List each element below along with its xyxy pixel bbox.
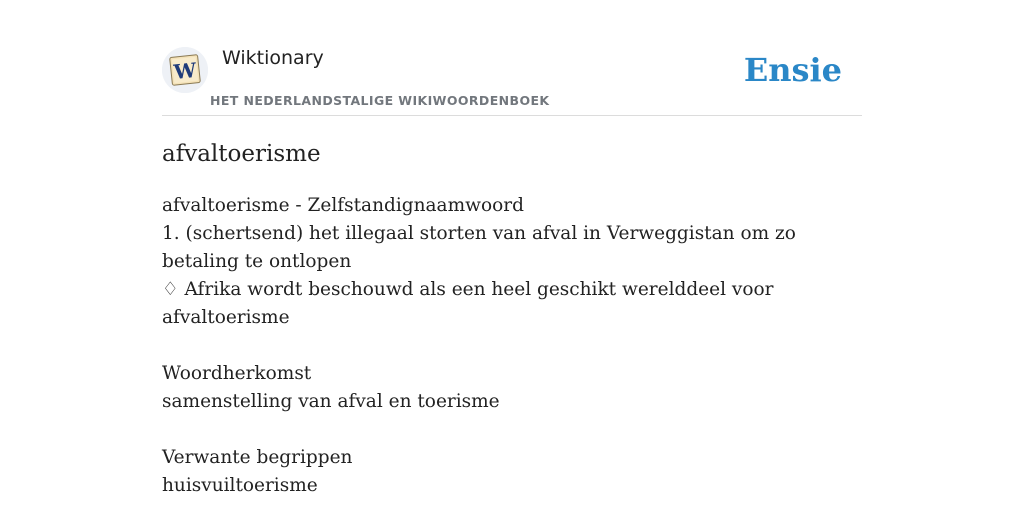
related-text: huisvuiltoerisme: [162, 475, 318, 496]
svg-text:W: W: [172, 57, 198, 85]
page-title: afvaltoerisme: [162, 141, 321, 167]
word-class-line: afvaltoerisme - Zelfstandignaamwoord: [162, 195, 524, 216]
related-heading: Verwante begrippen: [162, 447, 353, 468]
example-sentence: ♢ Afrika wordt beschouwd als een heel geschikt werelddeel voor afvaltoerisme: [162, 279, 774, 328]
entry-content: [162, 192, 862, 500]
ensie-brand-link[interactable]: Ensie: [743, 51, 842, 89]
site-name[interactable]: Wiktionary: [222, 47, 324, 69]
spacer: [162, 332, 862, 360]
spacer: [162, 416, 862, 444]
header-divider: [162, 115, 862, 116]
etymology-text: samenstelling van afval en toerisme: [162, 391, 500, 412]
etymology-heading: Woordherkomst: [162, 363, 312, 384]
site-tagline: HET NEDERLANDSTALIGE WIKIWOORDENBOEK: [210, 93, 550, 108]
definition: 1. (schertsend) het illegaal storten van afval in Verweggistan om zo betaling te ontlopen: [162, 223, 796, 272]
wiktionary-logo-icon[interactable]: [162, 47, 208, 93]
